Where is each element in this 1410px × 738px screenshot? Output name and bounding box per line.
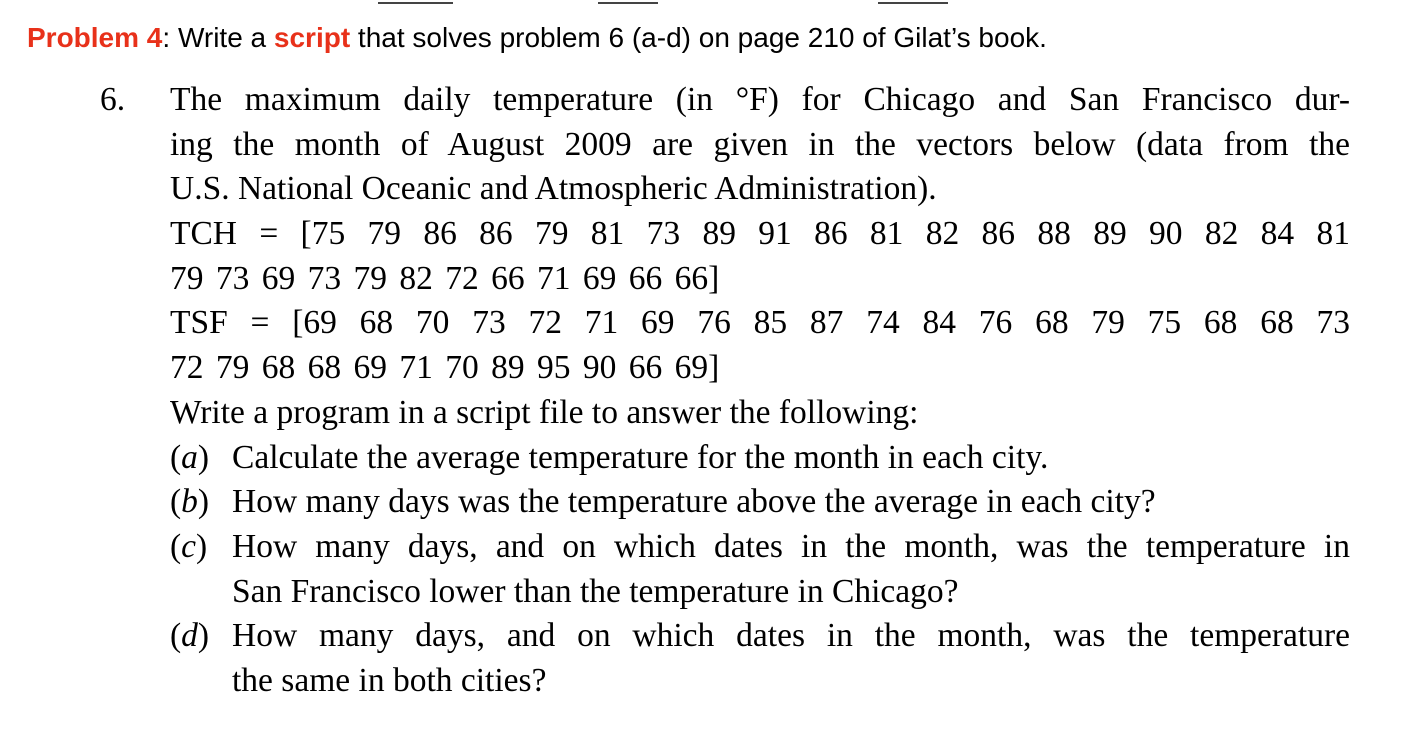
intro-line: U.S. National Oceanic and Atmospheric Administration). [170,170,937,208]
top-edge-marks [0,0,1410,8]
intro-line: The maximum daily temperature (in °F) for Chicago and San Francisco dur- [170,81,1350,118]
heading-keyword: script [273,22,351,53]
problem-body [170,78,1350,704]
problem-label: Problem 4 [27,22,163,53]
problem-heading [27,18,1047,58]
intro-line: ing the month of August 2009 are given in the vectors below (data from the [170,125,1350,163]
instruction-line: Write a program in a script file to answer the following: [170,393,919,431]
part-line: San Francisco lower than the temperature in Chicago? [232,572,959,610]
part-line: How many days was the temperature above the average in each city? [232,483,1156,521]
tsf-vector-line: 72 79 68 68 69 71 70 89 95 90 66 69] [170,349,720,387]
part-d [170,614,1350,703]
part-label: (d) [170,617,210,655]
problem-number: 6. [100,81,126,118]
part-c [170,525,1350,614]
tch-vector-line: 79 73 69 73 79 82 72 66 71 69 66 66] [170,259,720,297]
part-line: the same in both cities? [232,661,547,699]
part-line: How many days, and on which dates in the month, was the temperature [232,617,1350,655]
part-b [170,480,1350,525]
heading-rest: that solves problem 6 (a-d) on page 210 of Gilat’s book. [350,22,1047,53]
heading-separator: : Write a [162,22,274,53]
part-label: (b) [170,483,210,521]
part-a [170,436,1350,481]
part-label: (a) [170,438,210,476]
part-line: How many days, and on which dates in the month, was the temperature in [232,527,1350,565]
tch-vector-line: TCH = [75 79 86 86 79 81 73 89 91 86 81 82 86 88 89 90 82 84 81 [170,215,1350,253]
tsf-vector-line: TSF = [69 68 70 73 72 71 69 76 85 87 74 84 76 68 79 75 68 68 73 [170,304,1350,342]
part-line: Calculate the average temperature for the month in each city. [232,438,1049,476]
part-label: (c) [170,527,208,565]
